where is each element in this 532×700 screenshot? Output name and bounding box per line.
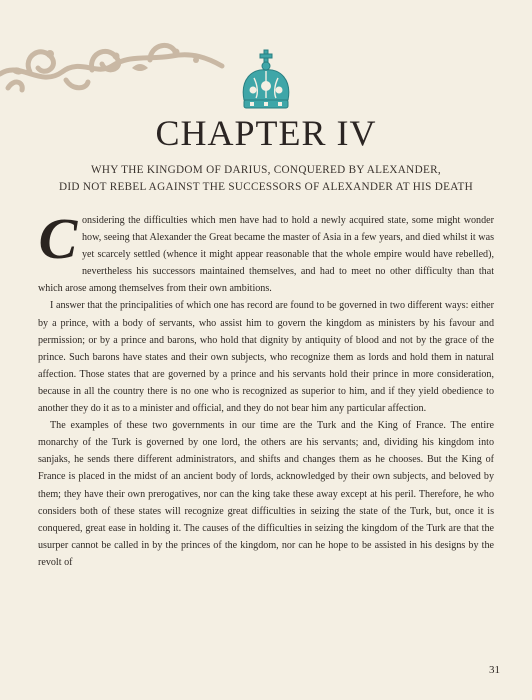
- subtitle-line-2: DID NOT REBEL AGAINST THE SUCCESSORS OF ALEXANDER AT HIS DEATH: [59, 181, 473, 193]
- chapter-subtitle: [40, 162, 492, 196]
- crown-icon: [238, 48, 294, 114]
- paragraph-2: I answer that the principalities of which one has record are found to be governed in two different ways: either by a prince, with a body of servants, who assist him to govern the kingdom as ministers by his favour and permission; or by a prince and barons, who hold that dignity by antiquity of blood and not by the grace of the prince. Such barons have states and their own subjects, who recognize them as lords and hold them in natural affection. Those states that are governed by a prince and his servants hold their prince in more consideration, because in all the country there is no one who is recognized as superior to him, and if they yield obedience to another they do it as to a minister and official, and they do not bear him any particular affection.: [38, 300, 494, 415]
- drop-cap: C: [38, 206, 78, 271]
- chapter-title: CHAPTER IV: [155, 113, 377, 153]
- paragraph-1: [38, 206, 494, 297]
- page-number: 31: [489, 664, 500, 676]
- paragraph-3: The examples of these two governments in our time are the Turk and the King of France. The entire monarchy of the Turk is governed by one lord, the others are his servants; and, dividing his kingdom into sanjaks, he sends there different administrators, and shifts and changes them as he chooses. But the King of France is placed in the midst of an ancient body of lords, acknowledged by their own subjects, and beloved by them; they have their own prerogatives, nor can the king take these away except at his peril. Therefore, he who considers both of these states will recognize great difficulties in seizing the state of the Turk, but, once it is conquered, great ease in holding it. The causes of the difficulties in seizing the kingdom of the Turk are that the usurper cannot be called in by the princes of the kingdom, nor can he hope to be assisted in his designs by the revolt of: [38, 420, 494, 568]
- chapter-body: [38, 206, 494, 571]
- paragraph-1-text: onsidering the difficulties which men have had to hold a newly acquired state, some might wonder how, seeing that Alexander the Great became the master of Asia in a few years, and died whilst it was yet scarcely settled (whence it might appear reasonable that the whole empire would have rebelled), nevertheless his successors maintained themselves, and had to meet no other difficulty than that which arose among themselves from their own ambitions.: [38, 215, 494, 295]
- scroll-flourish-icon: [0, 30, 225, 100]
- subtitle-line-1: WHY THE KINGDOM OF DARIUS, CONQUERED BY ALEXANDER,: [91, 164, 441, 176]
